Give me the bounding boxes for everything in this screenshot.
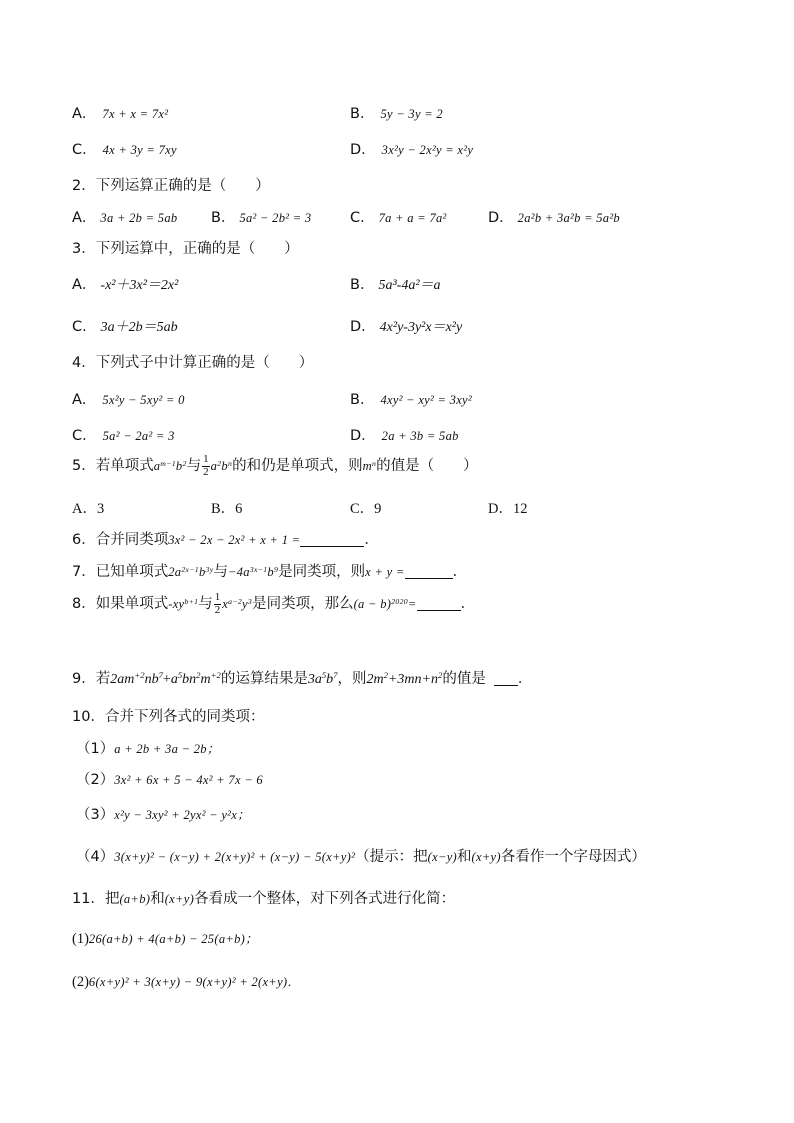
q9-tail: 的运算结果是: [220, 671, 308, 687]
q1-option-d-expr: 3x²y − 2x²y = x²y: [381, 143, 474, 157]
q4-option-c: [72, 424, 175, 445]
q2-option-c-label: C．: [350, 210, 375, 226]
q2-option-b-label: B．: [211, 210, 236, 226]
q3-option-b-expr: 5a³-4a²＝a: [378, 278, 441, 293]
q3-option-d-expr: 4x²y-3y²x＝x²y: [379, 320, 463, 335]
q3-option-d: [350, 315, 462, 336]
q4-option-d-label: D．: [350, 428, 376, 444]
q8-term-b: $x^{a-2}y^3$: [222, 596, 253, 612]
q7-stem: [72, 560, 467, 581]
q8-mid: 与: [198, 596, 213, 613]
q9-tail2: ，则: [337, 671, 367, 687]
q10-part-4-hint-a: (x−y): [427, 850, 458, 864]
q7-expr: x + y =: [365, 565, 405, 579]
q2-option-b-expr: 5a² − 2b² = 3: [239, 211, 312, 225]
q7-mid: 与: [213, 564, 228, 580]
q10-part-2: [76, 768, 263, 789]
q3-option-c-expr: 3a＋2b＝5ab: [100, 320, 178, 335]
q10-part-3-expr: x²y − 3xy² + 2yx² − y²x；: [114, 808, 250, 822]
q4-option-b: [350, 388, 472, 409]
q11-part-2-label: (2): [72, 974, 89, 990]
q11-mid: 和: [150, 891, 165, 907]
q11-part-2-expr: 6(x+y)² + 3(x+y) − 9(x+y)² + 2(x+y)．: [88, 975, 301, 989]
q11-group-a: (a+b): [119, 892, 151, 906]
q8-fraction: $\frac{1}{2}$: [214, 591, 221, 616]
q7-answer-blank[interactable]: [405, 564, 453, 579]
q1-option-c-label: C．: [72, 142, 97, 158]
q8-stem: [72, 592, 475, 616]
q10-part-2-label: （2）: [76, 772, 115, 788]
q8-term-a: $-xy^{b+1}$: [168, 596, 199, 612]
q5-stem: [72, 454, 478, 478]
q4-option-d-expr: 2a + 3b = 5ab: [381, 429, 459, 443]
q4-option-c-label: C．: [72, 428, 97, 444]
q3-stem: 3．下列运算中，正确的是（ ）: [72, 241, 299, 257]
q10-part-4-label: （4）: [76, 849, 115, 865]
q10-part-4-expr: 3(x+y)² − (x−y) + 2(x+y)² + (x−y) − 5(x+y)²: [114, 850, 356, 864]
q1-option-a-label: A．: [72, 106, 97, 122]
q6-answer-blank[interactable]: [300, 532, 364, 547]
q4-option-a-label: A．: [72, 392, 97, 408]
q3-option-d-label: D．: [350, 319, 376, 335]
q9-target-expr: $2m^2+3mn+n^2$: [366, 670, 443, 687]
q5-lead: 5．若单项式: [72, 458, 154, 475]
q5-end: 的值是（ ）: [376, 458, 478, 475]
q1-option-a: [72, 102, 168, 123]
q10-part-1: [76, 737, 220, 758]
q1-option-b-expr: 5y − 3y = 2: [380, 107, 443, 121]
q3-option-b-label: B．: [350, 277, 375, 293]
q4-option-b-expr: 4xy² − xy² = 3xy²: [380, 393, 472, 407]
q2-option-d-label: D．: [488, 210, 514, 226]
q2-stem: 2．下列运算正确的是（ ）: [72, 178, 270, 194]
q2-option-c: [350, 206, 447, 227]
q8-tail: 是同类项，那么: [252, 596, 354, 613]
q10-part-4-hint-b: (x+y): [471, 850, 501, 864]
q10-part-3: [76, 803, 250, 824]
q2-option-a-label: A．: [72, 210, 97, 226]
q1-option-d-label: D．: [350, 142, 376, 158]
q7-term-a: $2a^{2x-1}b^{3y}$: [168, 564, 214, 579]
q3-option-b: [350, 273, 441, 294]
q5-term-a: $a^{m-1}b^2$: [153, 458, 187, 474]
q9-answer-blank[interactable]: [494, 671, 518, 686]
q10-part-1-label: （1）: [76, 741, 115, 757]
q2-option-a: [72, 206, 177, 227]
q1-option-d: [350, 138, 473, 159]
q7-lead: 7．已知单项式: [72, 564, 169, 580]
q9-stem: [72, 667, 532, 688]
q8-end: ．: [460, 596, 476, 613]
q9-expr: $2am^{+2}nb^7+a^5bn^2m^{+2}$: [110, 670, 221, 687]
q11-part-1: [72, 929, 258, 948]
q9-lead: 9．若: [72, 671, 111, 687]
q6-end: ．: [364, 532, 379, 548]
q1-option-a-expr: 7x + x = 7x²: [102, 107, 169, 121]
q8-lead: 8．如果单项式: [72, 596, 169, 613]
q4-option-a-expr: 5x²y − 5xy² = 0: [102, 393, 185, 407]
q2-option-d-expr: 2a²b + 3a²b = 5a²b: [517, 211, 620, 225]
q11-tail: 各看成一个整体，对下列各式进行化简：: [194, 891, 456, 907]
q3-option-c-label: C．: [72, 319, 97, 335]
q10-stem: 10．合并下列各式的同类项：: [72, 709, 265, 725]
q5-mid: 与: [186, 458, 202, 475]
q8-expr: $(a - b)^{2020}=$: [353, 596, 417, 612]
q1-option-c: [72, 138, 177, 159]
q1-option-b: [350, 102, 443, 123]
q4-option-c-expr: 5a² − 2a² = 3: [102, 429, 175, 443]
q4-option-d: [350, 424, 459, 445]
q10-part-4: [76, 845, 646, 866]
q3-option-c: [72, 315, 178, 336]
q3-option-a-label: A．: [72, 277, 97, 293]
q11-part-2: [72, 972, 300, 991]
q11-part-1-expr: 26(a+b) + 4(a+b) − 25(a+b)；: [88, 932, 258, 946]
q2-option-c-expr: 7a + a = 7a²: [378, 211, 447, 225]
q5-option-c: C．9: [350, 501, 382, 517]
q2-option-d: [488, 206, 620, 227]
q5-term-b: $a^2b^n$: [210, 458, 233, 474]
q10-part-1-expr: a + 2b + 3a − 2b；: [114, 742, 220, 756]
q11-lead: 11．把: [72, 891, 120, 907]
q8-answer-blank[interactable]: [417, 596, 461, 611]
q5-option-a: A．3: [72, 501, 105, 517]
q10-part-2-expr: 3x² + 6x + 5 − 4x² + 7x − 6: [114, 773, 263, 787]
q4-stem: 4．下列式子中计算正确的是（ ）: [72, 355, 314, 371]
q4-option-a: [72, 388, 185, 409]
q5-option-b: B．6: [211, 501, 243, 517]
q7-end: ．: [452, 564, 468, 580]
q9-end: ．: [517, 671, 533, 687]
q1-option-c-expr: 4x + 3y = 7xy: [102, 143, 177, 157]
q11-part-1-label: (1): [72, 931, 89, 947]
q2-option-b: [211, 206, 311, 227]
q2-option-a-expr: 3a + 2b = 5ab: [100, 211, 178, 225]
q5-term-mn: $m^n$: [362, 458, 377, 474]
q7-tail: 是同类项，则: [278, 564, 366, 580]
q5-tail: 的和仍是单项式，则: [232, 458, 363, 475]
q6-stem: [72, 528, 379, 549]
q9-tail3: 的值是: [442, 671, 486, 687]
q5-option-d: D．12: [488, 501, 528, 517]
q7-term-b: $-4a^{3x-1}b^9$: [227, 564, 279, 579]
q3-option-a: [72, 273, 178, 294]
q4-option-b-label: B．: [350, 392, 375, 408]
q1-option-b-label: B．: [350, 106, 375, 122]
q10-part-3-label: （3）: [76, 807, 115, 823]
q6-expr: 3x² − 2x − 2x² + x + 1 =: [168, 533, 301, 547]
q5-fraction: $\frac{1}{2}$: [203, 453, 209, 478]
q3-option-a-expr: -x²＋3x²＝2x²: [100, 278, 179, 293]
q9-result: $3a^5b^7$: [307, 670, 338, 687]
q10-part-4-hint-2: 和: [457, 849, 472, 865]
q10-part-4-hint-3: 各看作一个字母因式）: [500, 849, 646, 865]
q11-group-b: (x+y): [164, 892, 195, 906]
q6-lead: 6．合并同类项: [72, 532, 169, 548]
q10-part-4-hint-1: （提示：把: [355, 849, 428, 865]
q11-stem: [72, 887, 455, 908]
